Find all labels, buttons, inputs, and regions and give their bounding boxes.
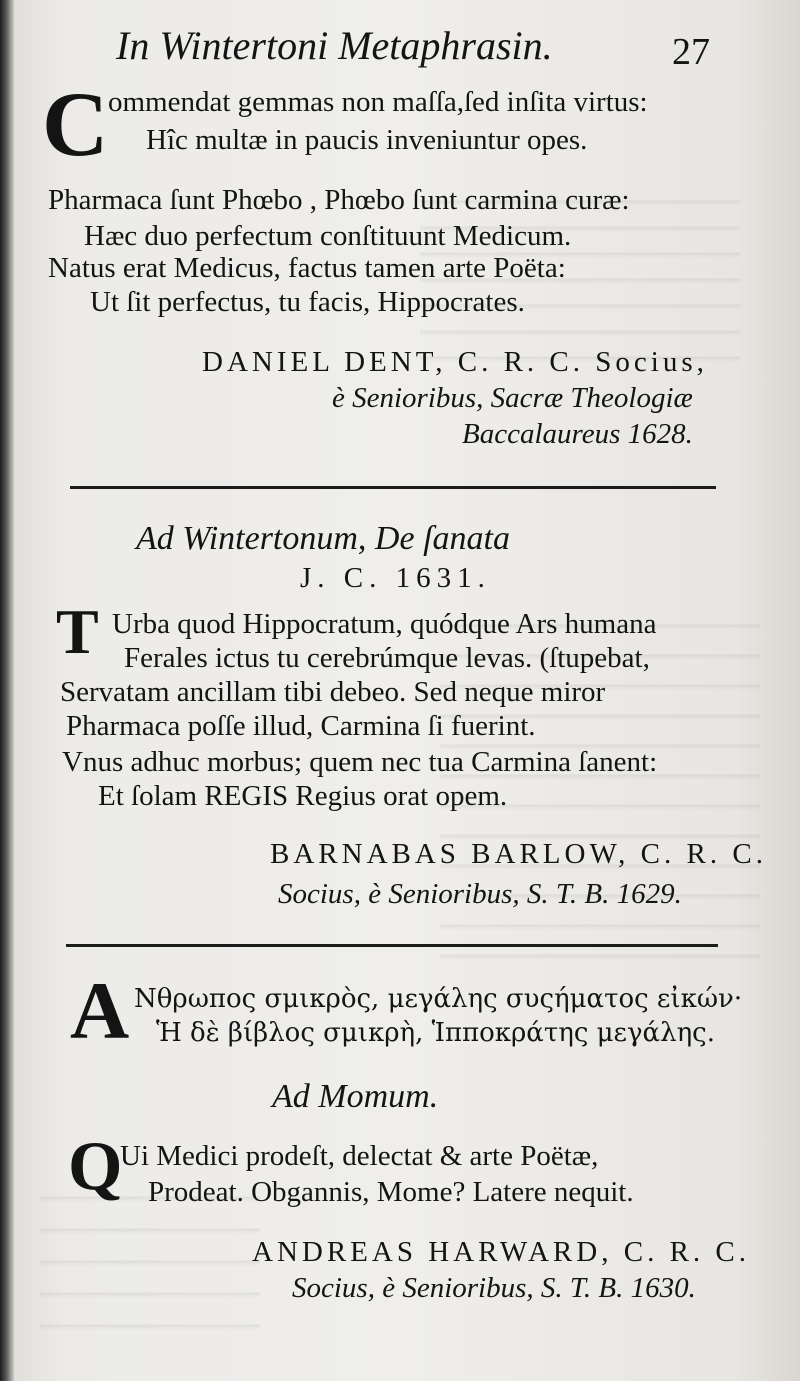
poem2-line-6: Et ſolam REGIS Regius orat opem. [98, 780, 508, 812]
page-number: 27 [672, 31, 710, 73]
poem1-line-6: Ut ſit perfectus, tu facis, Hippocrates. [90, 286, 525, 318]
dropcap-c: C [42, 73, 109, 175]
poem1-line-3: Pharmaca ſunt Phœbo , Phœbo ſunt carmina curæ: [48, 184, 630, 216]
poem1-line-2: Hîc multæ in paucis inveniuntur opes. [146, 124, 588, 156]
poem4-signature-2: Socius, è Senioribus, S. T. B. 1630. [292, 1272, 696, 1304]
section-divider [66, 944, 718, 947]
poem2-line-5: Vnus adhuc morbus; quem nec tua Carmina ſanent: [62, 746, 658, 778]
page-binding-shadow [0, 0, 14, 1381]
poem2-signature-1: BARNABAS BARLOW, C. R. C. [270, 838, 767, 870]
poem4-line-2: Prodeat. Obgannis, Mome? Latere nequit. [148, 1176, 634, 1208]
poem2-line-3: Servatam ancillam tibi debeo. Sed neque miror [60, 676, 606, 708]
poem3-line-1: Νθρωπος σμικρὸς, μεγάλης συςήματος εἰκών· [134, 984, 743, 1014]
poem1-signature-1: DANIEL DENT, C. R. C. Socius, [202, 346, 708, 378]
poem1-signature-2: è Senioribus, Sacræ Theologiæ [332, 382, 693, 414]
poem2-line-4: Pharmaca poſſe illud, Carmina ſi fuerint. [66, 710, 536, 742]
poem4-title: Ad Momum. [272, 1078, 439, 1115]
poem2-signature-2: Socius, è Senioribus, S. T. B. 1629. [278, 878, 682, 910]
dropcap-t: T [56, 596, 99, 667]
poem2-subtitle: J. C. 1631. [300, 562, 491, 594]
poem1-line-4: Hæc duo perfectum conſtituunt Medicum. [84, 220, 572, 252]
poem1-line-1: ommendat gemmas non maſſa,ſed inſita virtus: [108, 86, 648, 118]
poem1-line-5: Natus erat Medicus, factus tamen arte Poëta: [48, 252, 566, 284]
poem4-line-1: Ui Medici prodeſt, delectat & arte Poëtæ, [120, 1140, 599, 1172]
poem2-title: Ad Wintertonum, De ſanata [136, 520, 510, 557]
poem2-line-1: Urba quod Hippocratum, quódque Ars humana [112, 608, 657, 640]
running-header-title: In Wintertoni Metaphrasin. [116, 23, 553, 68]
poem2-line-2: Ferales ictus tu cerebrúmque levas. (ſtupebat, [124, 642, 650, 674]
poem4-signature-1: ANDREAS HARWARD, C. R. C. [252, 1236, 750, 1268]
dropcap-a: A [70, 965, 130, 1056]
section-divider [70, 486, 716, 489]
poem3-line-2: Ἡ δὲ βίβλος σμικρὴ, Ἱπποκράτης μεγάλης. [156, 1018, 715, 1048]
dropcap-q: Q [68, 1128, 123, 1205]
poem1-signature-3: Baccalaureus 1628. [462, 418, 693, 450]
